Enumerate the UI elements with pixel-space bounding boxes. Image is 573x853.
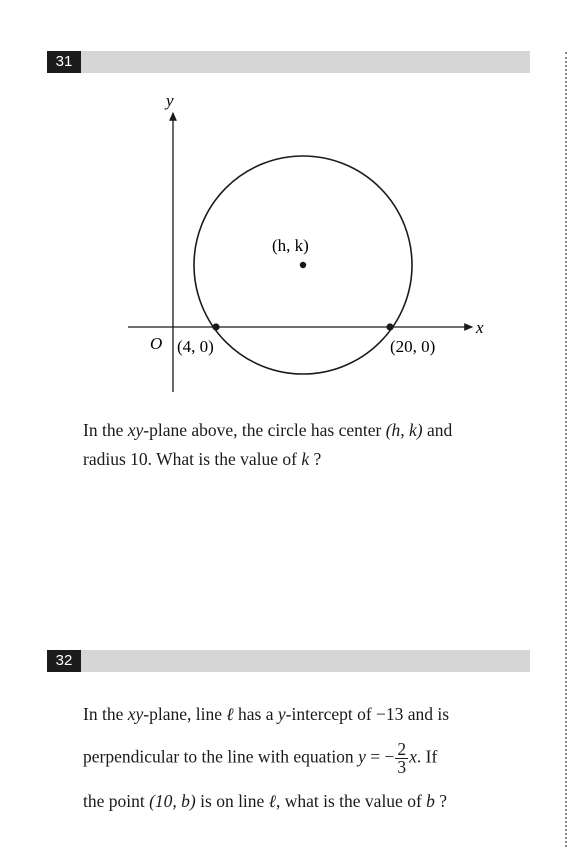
question-32-header-bar: [47, 650, 530, 672]
question-32-line-1: [83, 702, 533, 726]
text-segment: -plane above, the circle has center: [143, 420, 386, 440]
center-label: (h, k): [272, 236, 309, 255]
text-italic: y: [277, 704, 286, 724]
question-31-text: [83, 418, 533, 471]
text-italic: y: [358, 746, 366, 767]
text-italic: xy: [127, 420, 144, 440]
text-segment: -intercept of −13 and is: [285, 704, 450, 724]
text-italic: (h, k): [385, 420, 423, 440]
text-segment: In the: [83, 704, 128, 724]
page-margin-dotted-line: [565, 52, 567, 847]
fraction-denominator: 3: [397, 757, 407, 777]
question-31-line-2: [83, 447, 533, 471]
point-20-0-label: (20, 0): [390, 337, 436, 356]
text-segment: perpendicular to the line with equation: [83, 746, 359, 767]
question-31-number: 31: [47, 51, 81, 73]
text-italic: x: [409, 746, 417, 767]
text-segment: the point: [83, 791, 150, 811]
question-32-text: [83, 702, 533, 813]
text-italic: ℓ: [268, 791, 276, 811]
center-point: [300, 262, 306, 268]
point-4-0-label: (4, 0): [177, 337, 214, 356]
text-segment: In the: [83, 420, 128, 440]
question-31-line-1: [83, 418, 533, 442]
text-segment: -plane, line: [143, 704, 227, 724]
question-32-line-2: [83, 741, 533, 776]
point-20-0: [386, 323, 393, 330]
text-segment: is on line: [195, 791, 269, 811]
origin-label: O: [150, 334, 163, 353]
text-segment: radius 10. What is the value of: [83, 449, 302, 469]
text-segment: ?: [309, 449, 322, 469]
text-segment: and: [422, 420, 453, 440]
question-32-line-3: [83, 789, 533, 813]
point-4-0: [212, 323, 219, 330]
text-segment: has a: [233, 704, 278, 724]
x-axis-label: x: [476, 318, 484, 337]
text-italic: (10, b): [149, 791, 196, 811]
text-italic: ℓ: [226, 704, 234, 724]
text-segment: ?: [434, 791, 448, 811]
question-32-number: 32: [47, 650, 81, 672]
text-segment: , what is the value of: [275, 791, 427, 811]
y-axis-label: y: [166, 91, 174, 110]
text-segment: = −: [365, 746, 395, 767]
fraction: [395, 741, 408, 776]
text-italic: k: [301, 449, 310, 469]
text-italic: xy: [127, 704, 144, 724]
fraction-numerator: 2: [397, 739, 407, 759]
text-italic: b: [426, 791, 435, 811]
text-segment: . If: [416, 746, 438, 767]
